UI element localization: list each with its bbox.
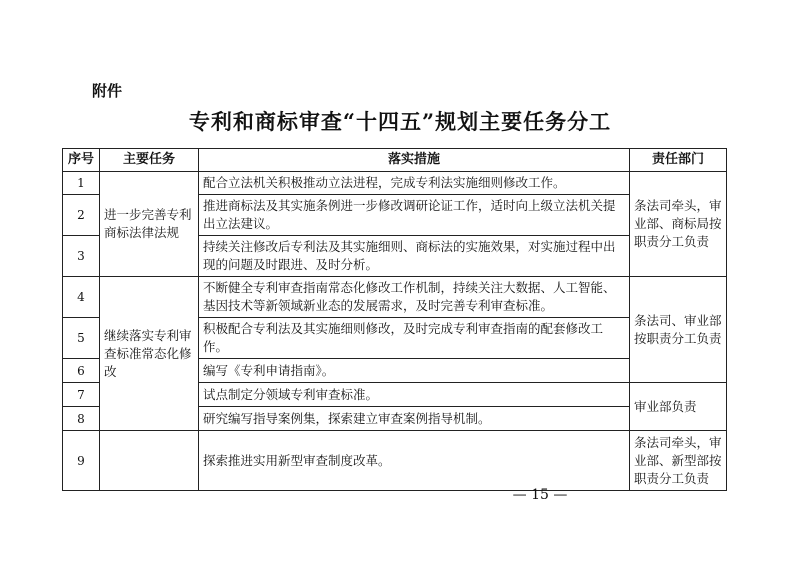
measure-cell: 试点制定分领域专利审查标准。	[199, 383, 630, 407]
row-number: 8	[63, 407, 100, 431]
table-header-row	[63, 149, 727, 172]
measure-cell: 积极配合专利法及其实施细则修改，及时完成专利审查指南的配套修改工作。	[199, 318, 630, 359]
attachment-label: 附件	[92, 82, 123, 100]
task-cell: 继续落实专利审查标准常态化修改	[100, 277, 199, 431]
row-number: 1	[63, 172, 100, 195]
header-task: 主要任务	[100, 149, 199, 172]
row-number: 9	[63, 431, 100, 491]
table-row	[63, 172, 727, 195]
header-seq: 序号	[63, 149, 100, 172]
table-row	[63, 277, 727, 318]
dept-cell: 条法司、审业部按职责分工负责	[630, 277, 727, 383]
document-title: 专利和商标审查“十四五”规划主要任务分工	[188, 109, 612, 134]
task-cell: 进一步完善专利商标法律法规	[100, 172, 199, 277]
row-number: 2	[63, 195, 100, 236]
header-measure: 落实措施	[199, 149, 630, 172]
task-cell-empty	[100, 431, 199, 491]
measure-cell: 持续关注修改后专利法及其实施细则、商标法的实施效果，对实施过程中出现的问题及时跟进、及时分析。	[199, 236, 630, 277]
measure-cell: 配合立法机关积极推动立法进程，完成专利法实施细则修改工作。	[199, 172, 630, 195]
dept-cell: 审业部负责	[630, 383, 727, 431]
measure-cell: 探索推进实用新型审查制度改革。	[199, 431, 630, 491]
measure-cell: 研究编写指导案例集，探索建立审查案例指导机制。	[199, 407, 630, 431]
row-number: 3	[63, 236, 100, 277]
row-number: 5	[63, 318, 100, 359]
table-row	[63, 431, 727, 491]
row-number: 7	[63, 383, 100, 407]
measure-cell: 编写《专利申请指南》。	[199, 359, 630, 383]
header-dept: 责任部门	[630, 149, 727, 172]
measure-cell: 推进商标法及其实施条例进一步修改调研论证工作，适时向上级立法机关提出立法建议。	[199, 195, 630, 236]
measure-cell: 不断健全专利审查指南常态化修改工作机制，持续关注大数据、人工智能、基因技术等新领域新业态的发展需求，及时完善专利审查标准。	[199, 277, 630, 318]
row-number: 4	[63, 277, 100, 318]
page-number: — 15 —	[512, 487, 568, 503]
task-table	[62, 148, 727, 491]
dept-cell: 条法司牵头，审业部、商标局按职责分工负责	[630, 172, 727, 277]
dept-cell: 条法司牵头，审业部、新型部按职责分工负责	[630, 431, 727, 491]
row-number: 6	[63, 359, 100, 383]
